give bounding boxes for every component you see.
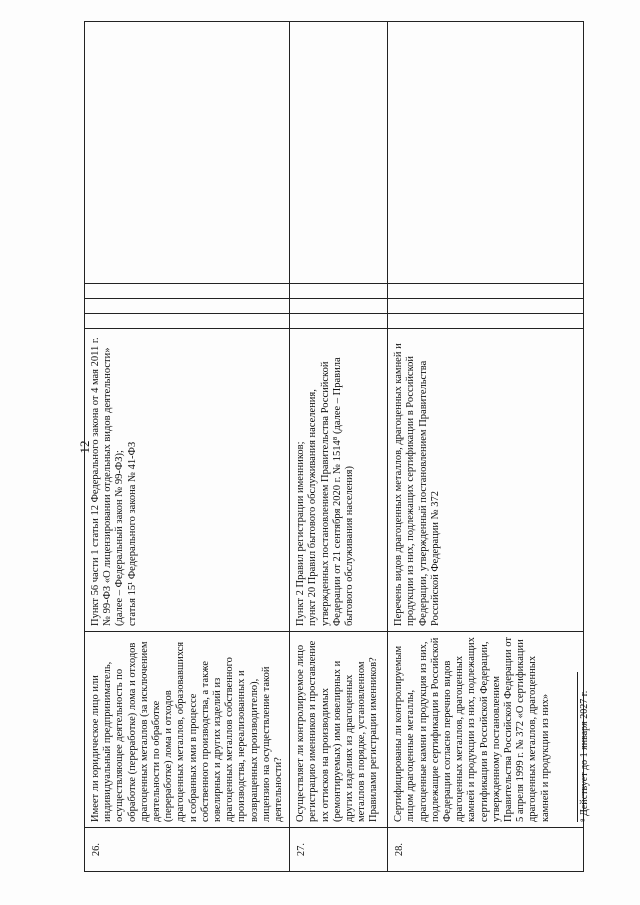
answer-no-cell [388, 299, 584, 314]
row-number: 28. [388, 828, 584, 872]
reference-cell [290, 329, 388, 632]
question-cell: Имеет ли юридическое лицо или индивидуальный предприниматель, осуществляющее деятельность по обработке (переработке) лома и отходов драгоценных металлов (за исключением деятельности по обработке (переработке) лома и отходов драгоценных металлов, образовавшихся и собранных ими в процессе собственного производства, а также ювелирных и других изделий из драгоценных металлов собственного производства, нереализованных и возвращенных производителю), лицензию на осуществление такой деятельности? [85, 632, 290, 828]
table-row [85, 22, 290, 872]
rotated-landscape-content [52, 22, 592, 872]
note-cell [290, 22, 388, 284]
answer-no-cell [85, 299, 290, 314]
reference-text: Пункт 56 части 1 статьи 12 Федерального закона от 4 мая 2011 г. № 99-ФЗ «О лицензировании отдельных видов деятельности» (далее – Федеральный закон № 99-ФЗ); статья 15¹ Федерального закона № 41-ФЗ [90, 337, 138, 626]
answer-yes-cell [388, 314, 584, 329]
question-cell: Сертифицированы ли контролируемым лицом драгоценные металлы, драгоценные камни и продукция из них, подлежащие сертификации в Российской Федерации согласно перечню видов драгоценных металлов, драгоценных камней и продукции из них, подлежащих сертификации в Российской Федерации, утвержденному постановлением Правительства Российской Федерации от 5 апреля 1999 г. № 372 «О сертификации драгоценных металлов, драгоценных камней и продукции из них» [388, 632, 584, 828]
question-cell: Осуществляет ли контролируемое лицо регистрацию именников и проставление их оттисков на производимых (ремонтируемых) ими ювелирных и других изделиях из драгоценных металлов в порядке, установленном Правилами регистрации именников? [290, 632, 388, 828]
page-number: 12 [77, 440, 92, 454]
footnote: ⁸ Действует до 1 января 2027 г. [579, 690, 590, 822]
footnote-divider [577, 672, 578, 822]
reference-cell [388, 329, 584, 632]
answer-na-cell [388, 284, 584, 299]
answer-na-cell [290, 284, 388, 299]
row-number: 26. [85, 828, 290, 872]
note-cell [388, 22, 584, 284]
table-row [388, 22, 584, 872]
reference-cell [85, 329, 290, 632]
answer-yes-cell [290, 314, 388, 329]
row-number: 27. [290, 828, 388, 872]
reference-text: Перечень видов драгоценных металлов, драгоценных камней и продукции из них, подлежащих сертификации в Российской Федерации, утвержденный постановлением Правительства Российской Федерации № 372 [393, 343, 441, 626]
note-cell [85, 22, 290, 284]
answer-na-cell [85, 284, 290, 299]
answer-no-cell [290, 299, 388, 314]
answer-yes-cell [85, 314, 290, 329]
table-row [290, 22, 388, 872]
checklist-table [84, 21, 584, 872]
reference-text: Пункт 2 Правил регистрации именников; пункт 20 Правил бытового обслуживания населения, утвержденных постановлением Правительства Российской Федерации от 21 сентября 2020 г. № 1514⁸ (далее – Правила бытового обслуживания населения) [295, 357, 356, 626]
